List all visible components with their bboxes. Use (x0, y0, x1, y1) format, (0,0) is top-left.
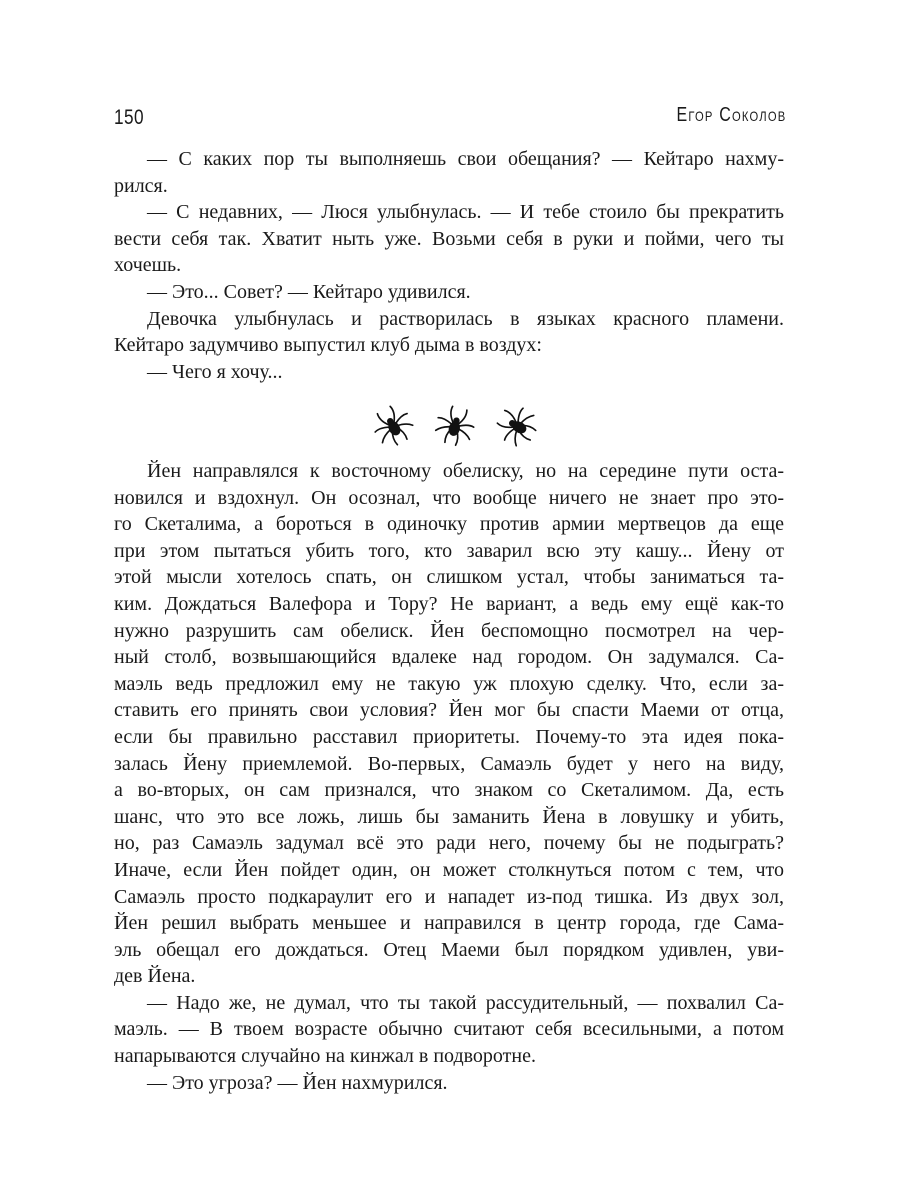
text-line: Кейтаро задумчиво выпустил клуб дыма в воздух: (114, 334, 542, 357)
spider-icon (494, 403, 540, 449)
spider-ornament-divider (370, 398, 540, 454)
running-head-author: Егор Соколов (676, 104, 786, 126)
text-line: — Это угроза? — Йен нахмурился. (147, 1071, 448, 1094)
text-line: ставить его принять свои условия? Йен мог бы спасти Маеми от отца, (114, 699, 784, 722)
text-line: рился. (114, 174, 168, 197)
text-line: ким. Дождаться Валефора и Тору? Не вариант, а ведь ему ещё как-то (114, 592, 784, 615)
text-line: Самаэль просто подкараулит его и нападет из-под тишка. Из двух зол, (114, 885, 784, 908)
spider-icon (432, 403, 478, 449)
text-line: маэль ведь предложил ему не такую уж плохую сделку. Что, если за- (114, 672, 784, 695)
text-line: маэль. — В твоем возрасте обычно считают себя всесильными, а потом (114, 1018, 784, 1041)
text-line: залась Йену приемлемой. Во-первых, Самаэль будет у него на виду, (114, 752, 784, 775)
text-line: а во-вторых, он сам признался, что знаком со Скеталимом. Да, есть (114, 779, 784, 802)
text-line: — С каких пор ты выполняешь свои обещания? — Кейтаро нахму- (147, 148, 784, 170)
text-line: этой мысли хотелось спать, он слишком устал, чтобы заниматься та- (114, 566, 784, 589)
text-line: Йен направлялся к восточному обелиску, но на середине пути оста- (147, 460, 784, 482)
text-line: напарываются случайно на кинжал в подворотне. (114, 1045, 536, 1068)
text-line: но, раз Самаэль задумал всё это ради него, почему бы не подыграть? (114, 832, 784, 855)
text-section-2 (114, 458, 784, 1096)
text-line: хочешь. (114, 254, 182, 277)
text-line: дев Йена. (114, 965, 196, 988)
spider-icon (370, 403, 416, 449)
text-line: шанс, что это все ложь, лишь бы заманить Йена в ловушку и убить, (114, 805, 784, 828)
text-line: — Надо же, не думал, что ты такой рассудительный, — похвалил Са- (147, 991, 784, 1014)
text-line: — Чего я хочу... (147, 360, 283, 383)
text-line: при этом пытаться убить того, кто заварил всю эту кашу... Йену от (114, 539, 784, 562)
text-line: — Это... Совет? — Кейтаро удивился. (147, 280, 471, 303)
text-section-1 (114, 146, 784, 385)
text-line: ный столб, возвышающийся вдалеке над городом. Он задумался. Са- (114, 646, 784, 669)
text-line: Иначе, если Йен пойдет один, он может столкнуться потом с тем, что (114, 858, 784, 881)
text-line: вести себя так. Хватит ныть уже. Возьми себя в руки и пойми, чего ты (114, 227, 784, 250)
text-line: Девочка улыбнулась и растворилась в языках красного пламени. (147, 307, 784, 330)
page-number: 150 (114, 106, 144, 129)
text-line: эль обещал его дождаться. Отец Маеми был порядком удивлен, уви- (114, 938, 784, 961)
text-line: — С недавних, — Люся улыбнулась. — И тебе стоило бы прекратить (147, 201, 784, 224)
text-line: если бы правильно расставил приоритеты. Почему-то эта идея пока- (114, 725, 784, 748)
text-line: го Скеталима, а бороться в одиночку против армии мертвецов да еще (114, 513, 784, 536)
text-line: Йен решил выбрать меньшее и направился в центр города, где Сама- (114, 912, 784, 935)
text-line: новился и вздохнул. Он осознал, что вообще ничего не знает про это- (114, 486, 784, 509)
text-line: нужно разрушить сам обелиск. Йен беспомощно посмотрел на чер- (114, 619, 784, 642)
